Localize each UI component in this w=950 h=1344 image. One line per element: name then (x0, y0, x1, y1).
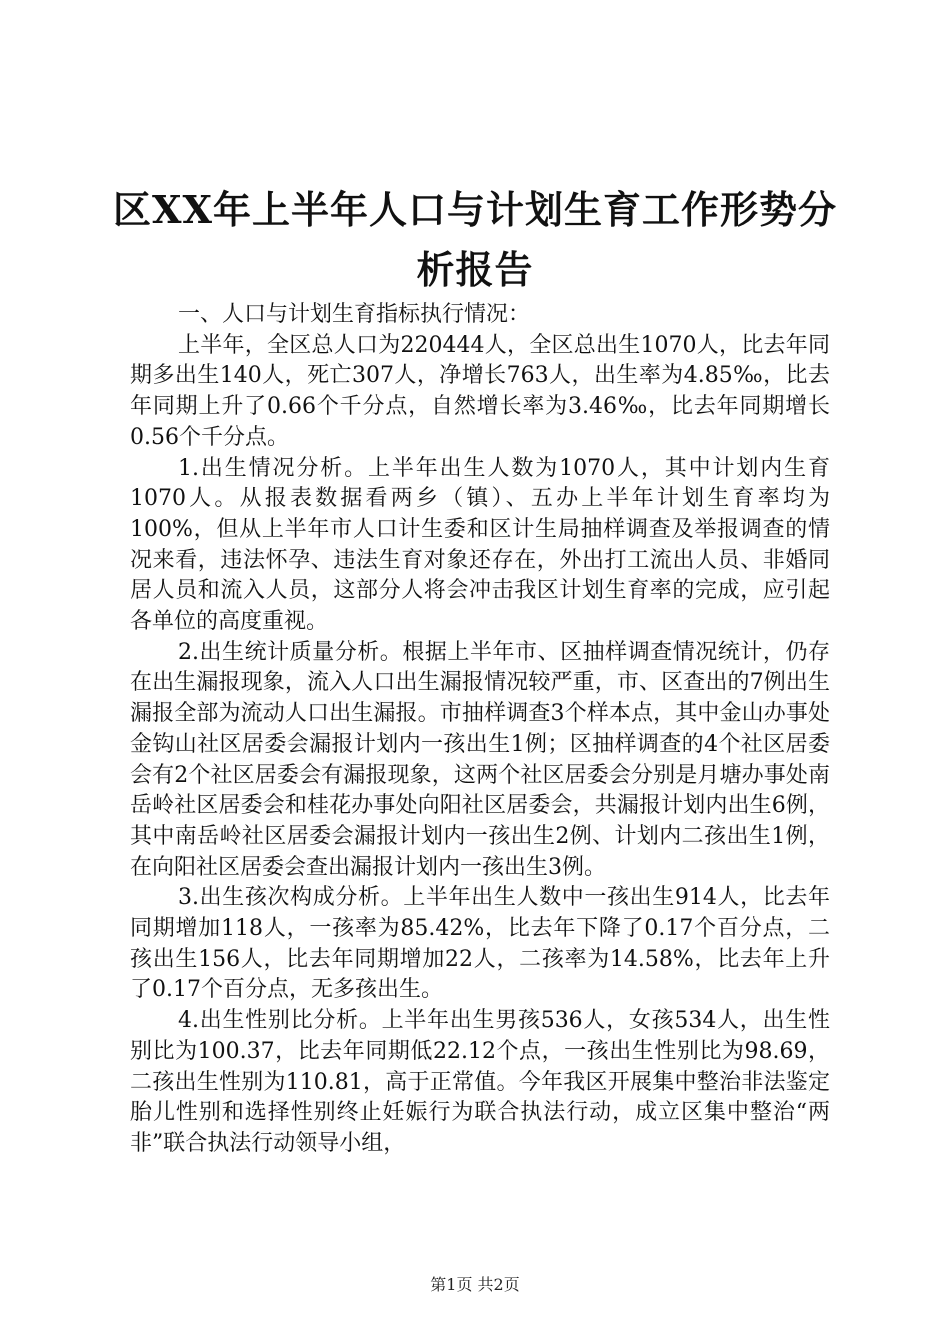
paragraph-statistics-quality: 2.出生统计质量分析。根据上半年市、区抽样调查情况统计，仍存在出生漏报现象，流入人口出生漏报情况较严重，市、区查出的7例出生漏报全部为流动人口出生漏报。市抽样调查3个样本点，其中金山办事处金钩山社区居委会漏报计划内一孩出生1例；区抽样调查的4个社区居委会有2个社区居委会有漏报现象，这两个社区居委会分别是月塘办事处南岳岭社区居委会和桂花办事处向阳社区居委会，共漏报计划内出生6例，其中南岳岭社区居委会漏报计划内一孩出生2例、计划内二孩出生1例，在向阳社区居委会查出漏报计划内一孩出生3例。 (130, 639, 830, 880)
section-heading: 一、人口与计划生育指标执行情况： (178, 302, 531, 327)
page-footer: 第1页 共2页 (430, 1275, 520, 1294)
paragraph-sex-ratio: 4.出生性别比分析。上半年出生男孩536人，女孩534人，出生性别比为100.37，比去年同期低22.12个点，一孩出生性别比为98.69，二孩出生性别为110.81，高于正常值。今年我区开展集中整治非法鉴定胎儿性别和选择性别终止妊娠行为联合执法行动，成立区集中整治“两非”联合执法行动领导小组， (130, 1008, 830, 1156)
paragraph-birth-analysis: 1.出生情况分析。上半年出生人数为1070人，其中计划内生育1070人。从报表数据看两乡（镇）、五办上半年计划生育率均为100%，但从上半年市人口计生委和区计生局抽样调查及举报调查的情况来看，违法怀孕、违法生育对象还存在，外出打工流出人员、非婚同居人员和流入人员，这部分人将会冲击我区计划生育率的完成，应引起各单位的高度重视。 (130, 455, 830, 635)
paragraph-birth-order: 3.出生孩次构成分析。上半年出生人数中一孩出生914人，比去年同期增加118人，一孩率为85.42%，比去年下降了0.17个百分点，二孩出生156人，比去年同期增加22人，二孩率为14.58%，比去年上升了0.17个百分点，无多孩出生。 (130, 885, 830, 1003)
document-title: 区XX年上半年人口与计划生育工作形势分析报告 (113, 187, 837, 292)
paragraph-summary: 上半年，全区总人口为220444人，全区总出生1070人，比去年同期多出生140人，死亡307人，净增长763人，出生率为4.85‰，比去年同期上升了0.66个千分点，自然增长率为3.46‰，比去年同期增长0.56个千分点。 (130, 332, 830, 450)
document-body (130, 300, 830, 1160)
